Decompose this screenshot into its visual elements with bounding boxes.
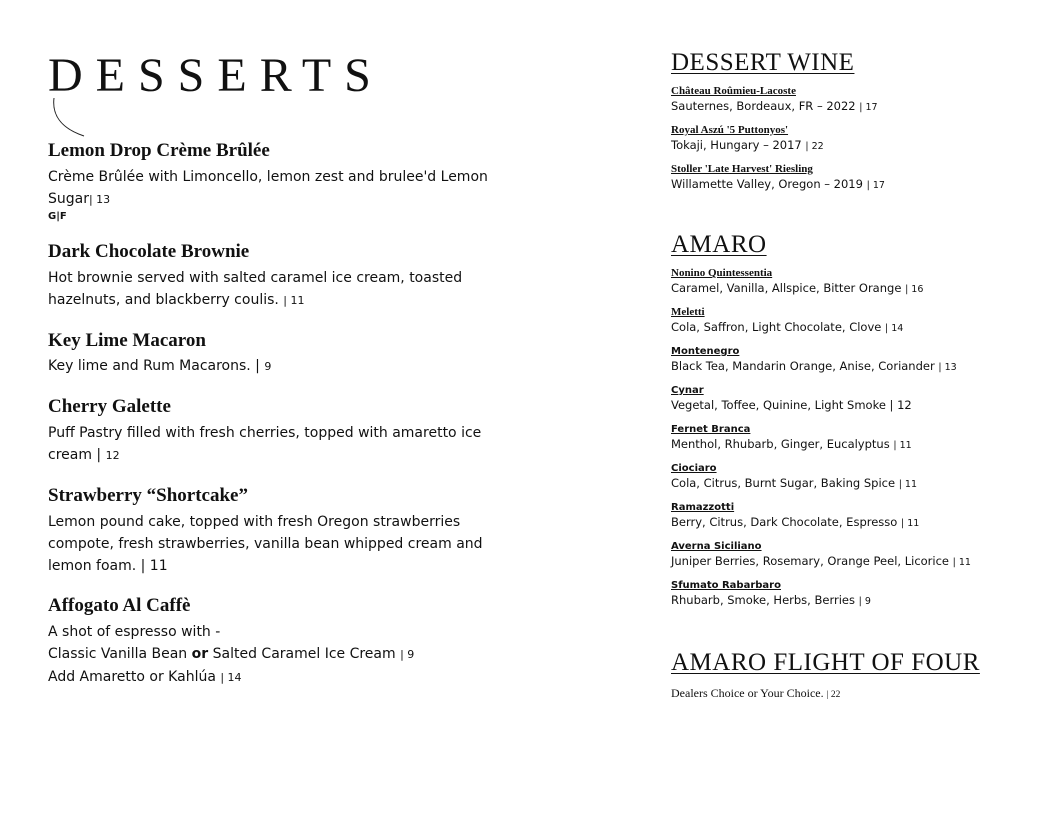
drink-item: [671, 163, 1011, 194]
dessert-name: Strawberry “Shortcake”: [48, 485, 248, 507]
drink-name: Averna Siciliano: [671, 541, 762, 552]
drink-price: | 17: [859, 102, 878, 113]
dessert-desc-line: A shot of espresso with -: [48, 623, 221, 640]
drink-description: [671, 553, 1011, 571]
drink-desc-text: Tokaji, Hungary – 2017: [671, 138, 806, 152]
drink-price: | 16: [905, 284, 924, 295]
drink-item: [671, 540, 1011, 571]
dessert-price: | 11: [283, 293, 305, 307]
dessert-desc-text: Salted Caramel Ice Cream: [208, 645, 401, 662]
dessert-description: [48, 422, 508, 467]
dessert-desc-text: Hot brownie served with salted caramel ice cream, toasted hazelnuts, and blackberry coulis.: [48, 269, 463, 308]
drink-name: Stoller 'Late Harvest' Riesling: [671, 163, 813, 175]
drink-description: [671, 176, 1011, 194]
drink-name: Montenegro: [671, 346, 740, 357]
drink-item: [671, 384, 1011, 415]
drink-price: | 11: [893, 440, 912, 451]
drink-item: [671, 306, 1011, 337]
dietary-tag: G|F: [48, 210, 67, 222]
page-title: DESSERTS: [48, 49, 384, 102]
dessert-item: [48, 595, 508, 689]
dessert-description: [48, 166, 508, 211]
drink-name: Fernet Branca: [671, 424, 751, 435]
drink-description: [671, 514, 1011, 532]
drink-name: Sfumato Rabarbaro: [671, 580, 781, 591]
drink-desc-text: Juniper Berries, Rosemary, Orange Peel, Licorice: [671, 554, 953, 568]
amaro-flight-section: [671, 650, 1011, 703]
curved-flourish-icon: [50, 96, 90, 140]
dessert-item: [48, 330, 508, 379]
drink-price: | 14: [885, 323, 904, 334]
dessert-description: [48, 621, 508, 689]
drink-description: [671, 319, 1011, 337]
flight-desc-text: Dealers Choice or Your Choice.: [671, 686, 827, 700]
drink-desc-text: Sauternes, Bordeaux, FR – 2022: [671, 99, 860, 113]
drink-description: [671, 98, 1011, 116]
dessert-wine-section: [671, 50, 1011, 194]
drink-item: [671, 579, 1011, 610]
dessert-price: | 13: [88, 192, 111, 206]
drink-desc-text: Rhubarb, Smoke, Herbs, Berries: [671, 593, 859, 607]
drink-description: [671, 280, 1011, 298]
drink-name: Meletti: [671, 306, 705, 318]
dessert-description: Lemon pound cake, topped with fresh Oregon strawberries compote, fresh strawberries, vanilla bean whipped cream and lemon foam. | 11: [48, 513, 483, 574]
drink-item: [671, 462, 1011, 493]
dessert-description: [48, 267, 508, 312]
drink-price: | 22: [805, 141, 824, 152]
or-word: or: [191, 645, 209, 662]
dessert-price: 12: [105, 449, 120, 463]
dessert-price: 9: [264, 360, 272, 374]
drink-desc-text: Vegetal, Toffee, Quinine, Light Smoke | 12: [671, 398, 912, 412]
drink-price: | 11: [898, 479, 917, 490]
flight-price: | 22: [826, 690, 841, 700]
flight-description: [671, 685, 1011, 703]
dessert-item: [48, 241, 508, 312]
dessert-desc-text: Key lime and Rum Macarons. |: [48, 358, 265, 375]
dessert-item: [48, 396, 508, 467]
dessert-item: [48, 485, 508, 577]
dessert-desc-text: Puff Pastry filled with fresh cherries, topped with amaretto ice cream |: [48, 425, 482, 464]
drink-name: Ramazzotti: [671, 502, 735, 513]
dessert-desc-text: Crème Brûlée with Limoncello, lemon zest and brulee'd Lemon Sugar: [48, 168, 488, 207]
drinks-column: [671, 50, 1011, 741]
dessert-name: Key Lime Macaron: [48, 329, 206, 351]
drink-item: [671, 501, 1011, 532]
dessert-price: | 9: [400, 647, 415, 661]
drink-price: | 13: [938, 362, 957, 373]
section-title: AMARO FLIGHT OF FOUR: [671, 649, 980, 676]
section-title: AMARO: [671, 231, 767, 258]
dessert-name: Cherry Galette: [48, 396, 171, 418]
drink-name: Ciociaro: [671, 463, 717, 474]
drink-item: [671, 85, 1011, 116]
drink-desc-text: Berry, Citrus, Dark Chocolate, Espresso: [671, 515, 901, 529]
dessert-name: Lemon Drop Crème Brûlée: [48, 140, 270, 161]
drink-name: Cynar: [671, 385, 704, 396]
drink-price: | 11: [952, 557, 971, 568]
dessert-desc-text: Add Amaretto or Kahlúa: [48, 668, 221, 685]
drink-desc-text: Cola, Saffron, Light Chocolate, Clove: [671, 320, 886, 334]
drink-description: [671, 436, 1011, 454]
drink-item: [671, 423, 1011, 454]
drink-item: [671, 124, 1011, 155]
dessert-description: [48, 355, 508, 378]
dessert-desc-text: Classic Vanilla Bean: [48, 645, 192, 662]
dessert-name: Dark Chocolate Brownie: [48, 240, 250, 262]
drink-desc-text: Caramel, Vanilla, Allspice, Bitter Orange: [671, 281, 906, 295]
desserts-list: [48, 140, 508, 707]
dessert-name: Affogato Al Caffè: [48, 594, 191, 616]
dessert-item: [48, 140, 508, 223]
drink-price: | 9: [858, 596, 871, 607]
drink-price: | 11: [900, 518, 920, 529]
drink-name: Royal Aszú '5 Puttonyos': [671, 124, 789, 136]
dessert-price: | 14: [220, 670, 242, 684]
drink-name: Nonino Quintessentia: [671, 267, 773, 279]
drink-price: | 17: [866, 180, 885, 191]
section-title: DESSERT WINE: [671, 49, 855, 76]
drink-description: [671, 397, 1011, 415]
amaro-section: [671, 232, 1011, 610]
drink-desc-text: Cola, Citrus, Burnt Sugar, Baking Spice: [671, 476, 899, 490]
drink-desc-text: Menthol, Rhubarb, Ginger, Eucalyptus: [671, 437, 894, 451]
drink-item: [671, 267, 1011, 298]
drink-description: [671, 137, 1011, 155]
drink-desc-text: Willamette Valley, Oregon – 2019: [671, 177, 867, 191]
drink-desc-text: Black Tea, Mandarin Orange, Anise, Coriander: [671, 359, 939, 373]
drink-description: [671, 592, 1011, 610]
drink-item: [671, 345, 1011, 376]
drink-name: Château Roûmieu-Lacoste: [671, 85, 796, 97]
drink-description: [671, 358, 1011, 376]
drink-description: [671, 475, 1011, 493]
